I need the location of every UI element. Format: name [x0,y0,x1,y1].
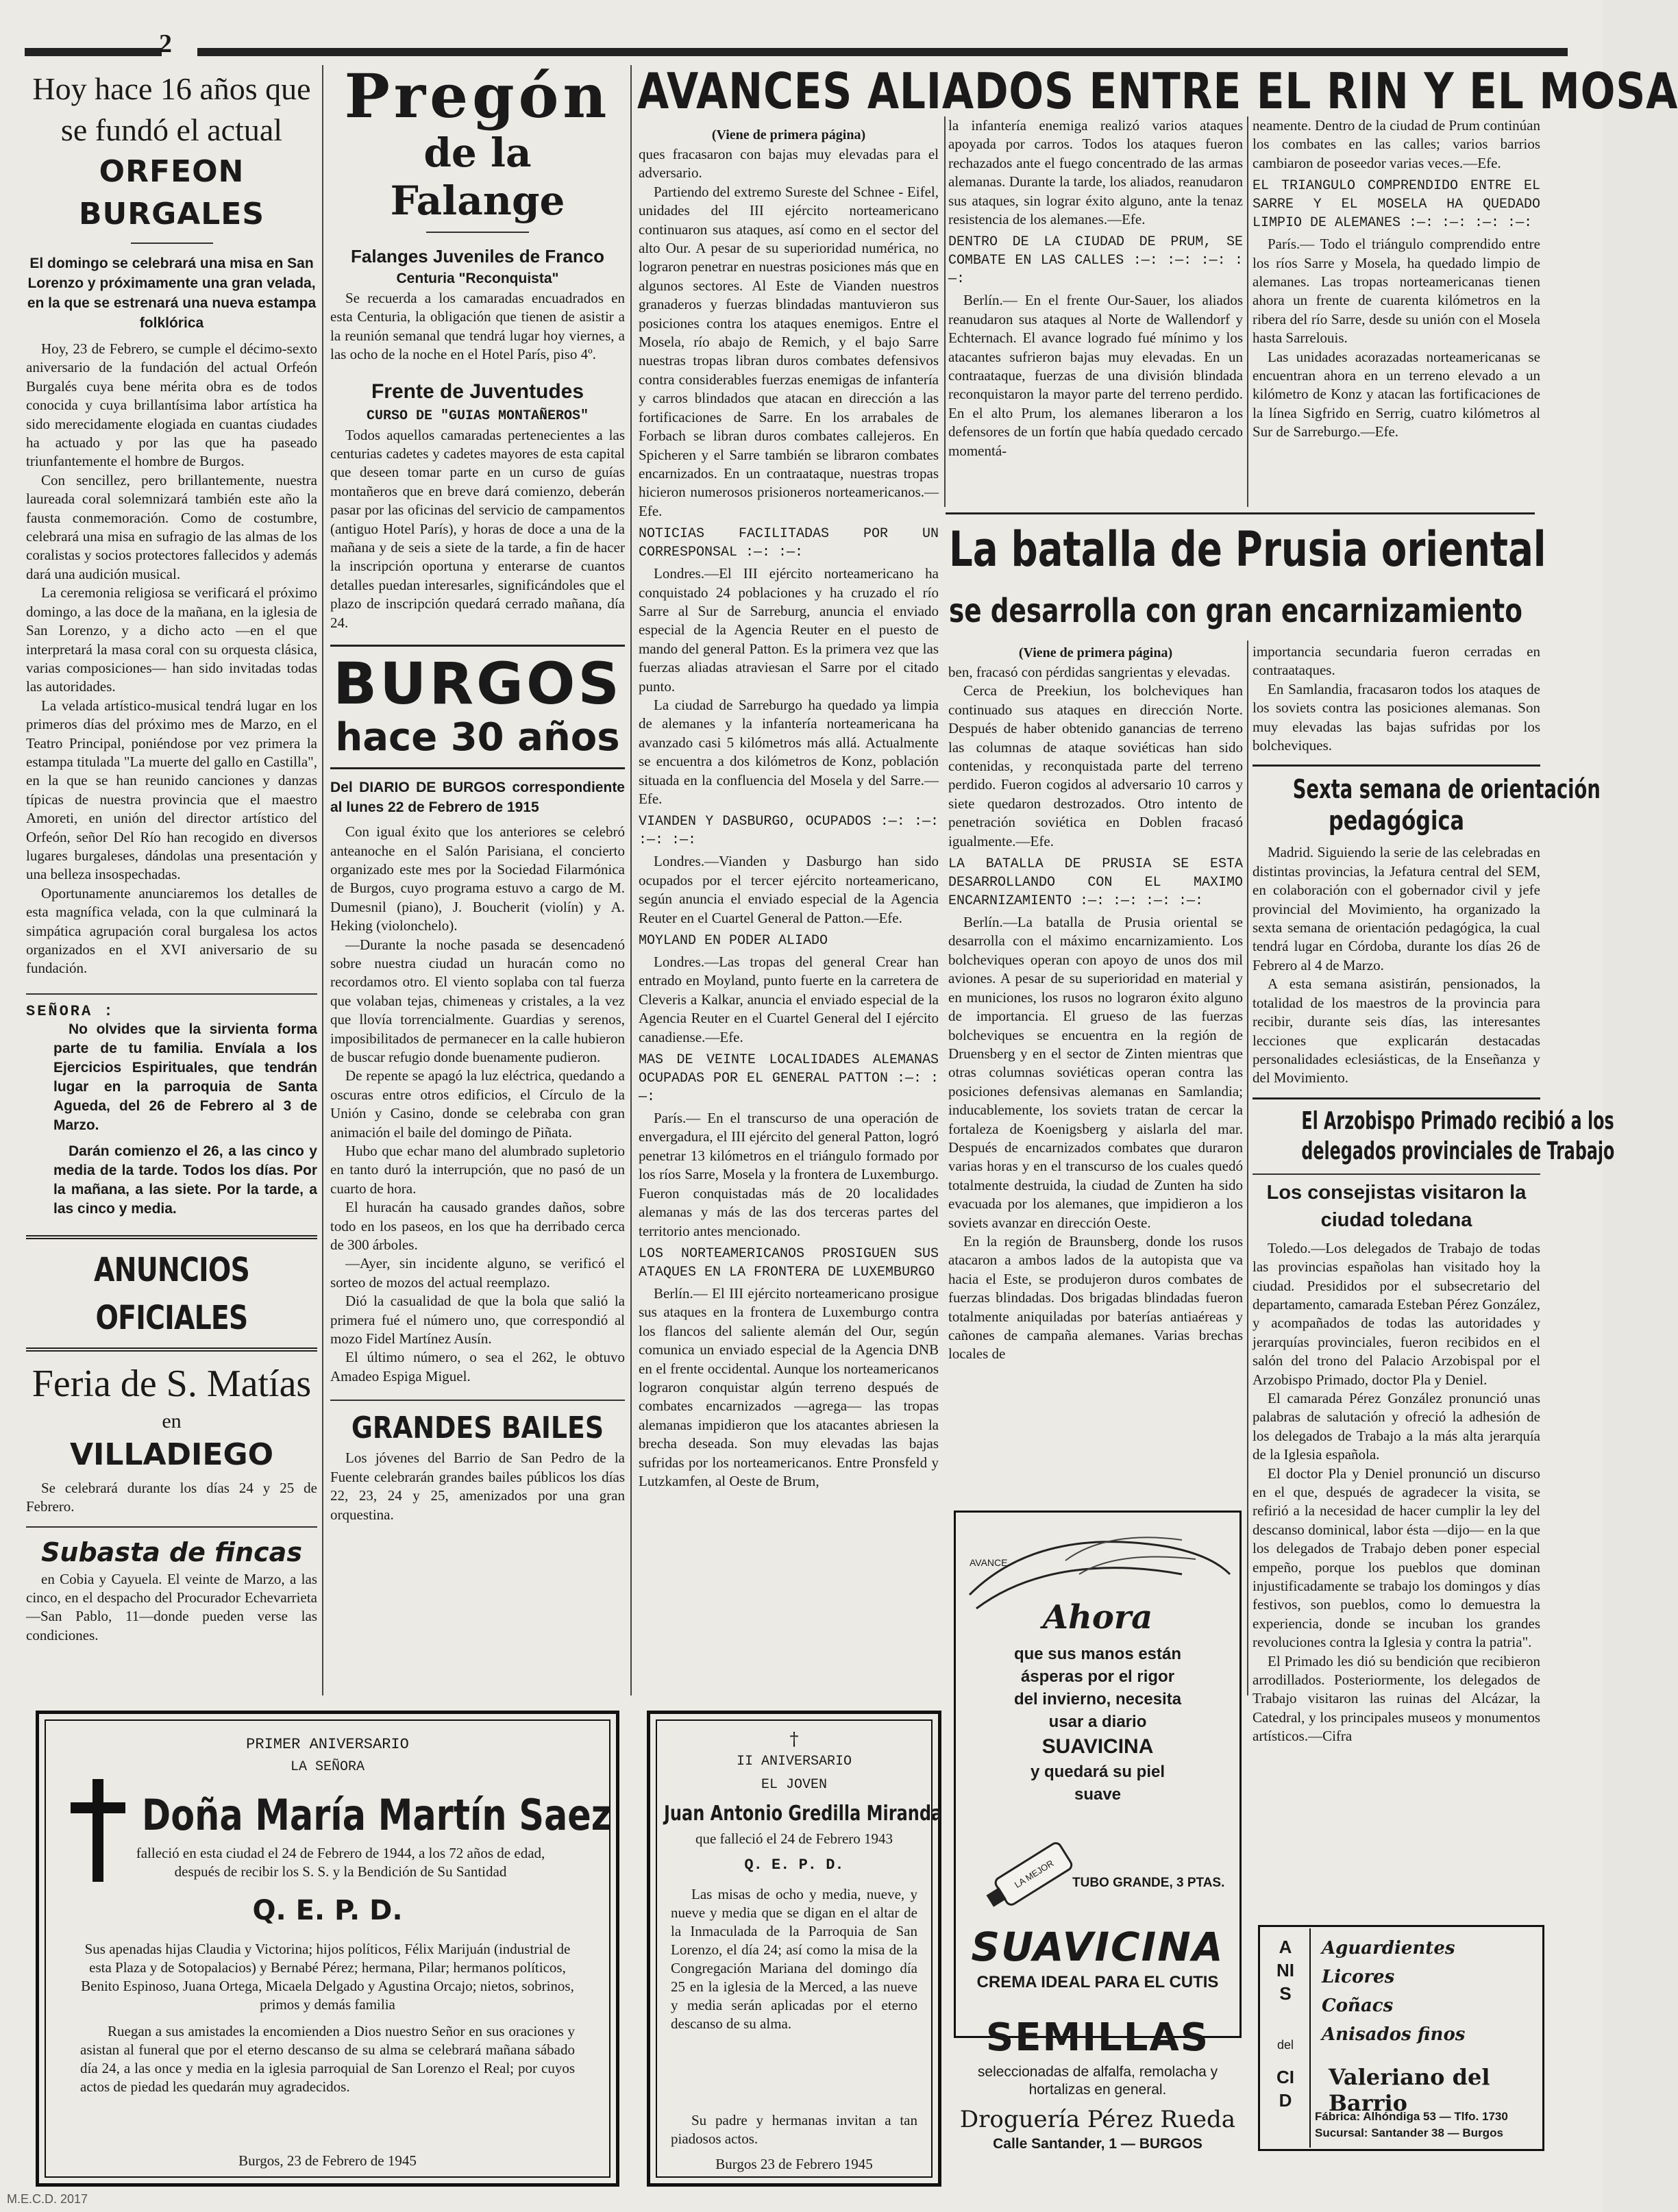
tube-price: TUBO GRANDE, 3 PTAS. [1072,1876,1225,1890]
top-rule-left [25,48,162,56]
subheading: MOYLAND EN PODER ALIADO [639,933,828,949]
paragraph: importancia secundaria fueron cerradas en contraataques. [1253,643,1540,679]
obituary-juan [647,1711,941,2187]
obituary-anniversary: PRIMER ANIVERSARIO [246,1736,409,1753]
orfeon-headline-line1: Hoy hace 16 años que [32,71,311,106]
feria-place: VILLADIEGO [69,1437,274,1472]
divider [946,512,1535,514]
anis-item: Coñacs [1322,1996,1394,2016]
paragraph: La ciudad de Sarreburgo ha quedado ya limpia de alemanes y la infantería norteamericana ha avanzado casi 5 kilómetros más allá. Actualmente se encuentra a dos kilómetros de Konz, población situada en la confluencia del Mosela y del Sarre.—Efe. [639,696,939,807]
paragraph: Madrid. Siguiendo la serie de las celebradas en distintas provincias, la Jefatura central del SEM, en colaboración con el gobernador civil y jefe provincial del Movimiento, ha organizado la sexta semana de orientación pedagógica, la cual tendrá lugar en Córdoba, durante los días 26 de Febrero al 4 de Marzo. [1253,844,1540,973]
paragraph: Se celebrará durante los días 24 y 25 de Febrero. [26,1479,317,1515]
arzobispo-subtitle-line2: ciudad toledana [1320,1208,1472,1231]
divider [26,1526,317,1528]
section-body [330,289,625,364]
paragraph: Se recuerda a los camaradas encuadrados en esta Centuria, la obligación que tienen de asistir a la reunión semanal que tendrá lugar hoy viernes, a las ocho de la noche en el Hotel París, piso 4º. [330,290,625,363]
burgos-title: BURGOS [333,650,622,718]
obituary-qepd: Q. E. P. D. [744,1856,844,1874]
sexta-title-line2: pedagógica [1328,806,1465,836]
paragraph: Darán comienzo el 26, a las cinco y media de la tarde. Todos los días. Por la mañana, a las siete. Por la tarde, a las cinco y media. [53,1143,317,1217]
copy-line: SUAVICINA [1041,1735,1154,1758]
archive-watermark: M.E.C.D. 2017 [7,2192,88,2206]
paragraph: El huracán ha causado grandes daños, sobre todo en los paseos, en los que ha derribado cerca de 300 árboles. [330,1199,625,1254]
small-cross-icon: † [789,1729,799,1750]
paragraph: Los jóvenes del Barrio de San Pedro de la Fuente celebrarán grandes bailes públicos los días 22, 23, 24 y 25, amenizados por una gran orquestina. [330,1450,625,1523]
paragraph: En la región de Braunsberg, donde los rusos atacaron a ambos lados de la autopista que va hacia el Este, se produjeron duros combates de fuerzas blindadas. Dos brigadas blindadas fueron totalmente aniquiladas por baterías antiaéreas y cañones de campaña alemanes. Varias brechas locales de [948,1232,1243,1363]
column-5-lower [1253,643,1615,1745]
top-rule-right [197,48,1568,56]
orfeon-lead: El domingo se celebrará una misa en San Lorenzo y próximamente una gran velada, en la que se estrenará una nueva estampa folklórica [27,256,317,331]
column-rule [322,65,323,1695]
prusia-article-end [1253,643,1540,755]
paragraph: Con igual éxito que los anteriores se celebró anteanoche en el Salón Parisiana, el concierto organizado este mes por la Sociedad Filarmónica de Burgos, cuyo programa estuvo a cargo de M. Dumesnil (piano), J. Boucherit (violín) y A. Heking (violonchelo). [330,823,625,934]
paragraph: la infantería enemiga realizó varios ataques apoyada por carros. Todos los ataques fueron rechazados ante el fuego concentrado de las armas alemanas. Durante la tarde, los aliados, reanudaron sus ataques, sin lograr éxito alguno, ante la tenaz resistencia de los alemanes.—Efe. [948,117,1243,228]
paragraph: A esta semana asistirán, pensionados, la totalidad de los maestros de la provincia para recibir, durante seis días, las interesantes lecciones que explicarán destacadas personalidades eclesiásticas, de la Enseñanza y del Movimiento. [1253,975,1540,1086]
paragraph: El camarada Pérez González pronunció unas palabras de salutación y ofreció la adhesión de los delegados de Trabajo a la más alta jerarquía de la Iglesia española. [1253,1389,1540,1463]
paragraph: Toledo.—Los delegados de Trabajo de todas las provincias españolas han visitado hoy la ciudad. Presididos por el subsecretario del departamento, camarada Esteban Pérez González, y acompañados de todas las autoridades y jerarquías provinciales, fueron recibidos en el salón del trono del Palacio Arzobispal por el Arzobispo Primado, doctor Pla y Deniel. [1253,1239,1540,1388]
rin-article-part2 [948,116,1243,460]
feria-title: Feria de S. Matías [32,1362,312,1405]
suavicina-copy [956,1643,1239,1806]
subheading: LA BATALLA DE PRUSIA SE ESTA DESARROLLANDO CON EL MAXIMO ENCARNIZAMIENTO :—: :—: :—: :—: [948,856,1243,910]
pregon-title: Pregón [344,60,611,132]
paragraph: ben, fracasó con pérdidas sangrientas y elevadas. [948,664,1231,680]
burgos-subtitle: hace 30 años [335,715,620,760]
obituary-name: Doña María Martín Saez [142,1790,612,1840]
column-3 [639,125,939,1693]
copy-line: ásperas por el rigor [1020,1667,1175,1686]
paragraph: Las unidades acorazadas norteamericanas se encuentran ahora en un terreno elevado a un kilómetro de Konz y atacan las fortificaciones de la línea Sigfrido en Serrig, cuatro kilómetros al Sur de Sarreburgo.—Efe. [1253,348,1540,440]
arzobispo-article [1253,1239,1540,1746]
bailes-body [330,1449,625,1524]
obituary-joven: EL JOVEN [761,1777,827,1793]
prusia-article [948,663,1243,1364]
orfeon-headline-line3: ORFEON BURGALES [78,154,265,232]
copy-line: suave [1074,1785,1122,1804]
senora-title: SEÑORA : [26,1002,115,1020]
subheading: MAS DE VEINTE LOCALIDADES ALEMANAS OCUPADAS POR EL GENERAL PATTON :—: :—: [639,1052,939,1106]
section-title: Falanges Juveniles de Franco [351,246,604,266]
divider [131,243,213,244]
sexta-article [1253,843,1540,1087]
obituary-senora: LA SEÑORA [290,1759,365,1775]
obituary-date: Burgos, 23 de Febrero de 1945 [238,2152,417,2169]
arzobispo-title: El Arzobispo Primado recibió a los [1301,1106,1614,1135]
paragraph: El último número, o sea el 262, le obtuvo Amadeo Espiga Miguel. [330,1349,625,1384]
paragraph: En Samlandia, fracasaron todos los ataques de los soviets contra las posiciones alemanas. Son muy elevadas las bajas sufridas por los bolcheviques. [1253,680,1540,754]
obituary-request: Ruegan a sus amistades la encomienden a Dios nuestro Señor en sus oraciones y asistan al funeral que por el eterno descanso de su alma se celebrará mañana sábado día 24, a las once y media en la iglesia parroquial de San Lorenzo el Real; por cuyos actos de piedad les quedarán muy agradecidos. [80,2023,575,2095]
anis-ad [1258,1925,1544,2151]
arzobispo-subtitle: Los consejistas visitaron la [1266,1181,1527,1204]
suavicina-ad [954,1511,1242,2038]
anis-item: Aguardientes [1322,1938,1455,1959]
rin-article-part1 [639,145,939,1491]
divider [26,993,317,995]
section-title: Frente de Juventudes [371,380,584,403]
anis-side [1261,1928,1311,2148]
ahora-title: Ahora [1042,1598,1153,1637]
anis-item: Anisados finos [1322,2024,1466,2045]
obituary-anniversary: II ANIVERSARIO [736,1754,852,1769]
semillas-title: SEMILLAS [985,2015,1210,2060]
suavicina-brand: SUAVICINA [971,1924,1224,1970]
divider [1253,1097,1540,1099]
anis-side-top: ANIS [1276,1937,1294,2004]
subheading: EL TRIANGULO COMPRENDIDO ENTRE EL SARRE Y EL MOSELA HA QUEDADO LIMPIO DE ALEMANES :—: :—: :—: :—: [1253,178,1540,232]
cross-icon [71,1779,125,1882]
page-number: 2 [159,29,172,58]
divider [26,1235,317,1239]
paragraph: Dió la casualidad de que la bola que salió la primera fué el número uno, que correspondió al mozo Fidel Martínez Ausín. [330,1293,625,1347]
prusia-title: La batalla de Prusia oriental [949,521,1546,577]
anis-sucursal: Sucursal: Santander 38 — Burgos [1315,2126,1503,2139]
divider [330,645,625,647]
obituary-name: Juan Antonio Gredilla Miranda [664,1802,943,1826]
paragraph: Con sencillez, pero brillantemente, nuestra laureada coral solemnizará también este año la fausta conmemoración. Como de costumbre, celebrará una misa en sufragio de las almas de los coralistas y socios protectores fallecidos y además dará una audición musical. [26,471,317,582]
paragraph: ques fracasaron con bajas muy elevadas para el adversario. [639,146,939,182]
obituary-maria [36,1711,619,2187]
obituary-details: falleció en esta ciudad el 24 de Febrero de 1944, a los 72 años de edad, después de recibir los S. S. y la Bendición de Su Santidad [136,1845,545,1880]
subasta-body [26,1570,317,1645]
rin-article-part3 [1253,116,1540,442]
column-1 [26,69,317,1692]
divider [426,232,529,233]
semillas-body: seleccionadas de alfalfa, remolacha y hortalizas en general. [977,2064,1218,2098]
divider [330,1400,625,1401]
paragraph: Hubo que echar mano del alumbrado supletorio en tanto duró la interrupción, que no pasó de un cuarto de hora. [330,1143,625,1197]
paragraph: Londres.—El III ejército norteamericano ha conquistado 24 poblaciones y ha cruzado el río Sarre al Sur de Sarreburg, anuncia el enviado especial de la Agencia Reuter en el puesto de mando del general Patton. Es la primera vez que las fuerzas aliadas atraviesan el Sarre por el citado punto. [639,565,939,695]
prusia-subtitle: se desarrolla con gran encarnizamiento [949,592,1522,630]
column-5 [1253,116,1540,504]
bailes-title: GRANDES BAILES [351,1411,604,1446]
paragraph: Berlín.— El III ejército norteamericano prosigue sus ataques en la frontera de Luxemburgo contra los flancos del saliente alemán del Our, según comunica un enviado especial de la Agencia DNB en el frente occidental. Aunque los norteamericanos lograron conquistar algún terreno después de combates encarnizados —agrega— las tropas alemanas impidieron que los atacantes abriesen la brecha deseada. Son muy elevadas las bajas sufridas por los norteamericanos. Entre Pronsfeld y Lutzkamfen, al Oeste de Brum, [639,1284,939,1489]
copy-line: que sus manos están [1013,1645,1182,1663]
paragraph: Hoy, 23 de Febrero, se cumple el décimo-sexto aniversario de la fundación del actual Orfeón Burgalés cuya bene mérita obra es de todos conocida y cuya brillantísima labor artística ha sido merecidamente elogiada en cuantas ciudades ha actuado y por las que ha paseado triunfantemente el hombre de Burgos. [26,340,317,470]
section-body [330,426,625,632]
divider [1253,1173,1540,1175]
paragraph: Londres.—Vianden y Dasburgo han sido ocupados por el tercer ejército norteamericano, según anuncia el enviado especial de la Agencia Reuter en el Cuartel General de Patton.—Efe. [639,853,939,926]
obituary-details: que falleció el 24 de Febrero 1943 [695,1830,893,1847]
anis-side-bottom: CID [1276,2067,1294,2111]
semillas-address: Calle Santander, 1 — BURGOS [993,2136,1202,2152]
anis-addresses [1315,2109,1508,2141]
divider [1253,765,1540,767]
paragraph: París.— Todo el triángulo comprendido entre los ríos Sarre y Mosela, ha quedado limpio de alemanes. Las tropas norteamericanas tienen ahora un frente de cuarenta kilómetros en la ribera del río Sarre, desde su unión con el Mosela hasta Sarrelouis. [1253,236,1540,347]
feria-en: en [162,1409,182,1432]
sexta-title: Sexta semana de orientación [1292,774,1601,805]
paragraph: Londres.—Las tropas del general Crear han entrado en Moyland, punto fuerte en la carretera de Cleveris a Kalkar, anuncia el enviado especial de la Agencia Reuter en el Cuartel General del I ejército canadiense.—Efe. [639,954,939,1045]
paragraph: Oportunamente anunciaremos los detalles de esta magnífica velada, con la que culminará la simpática agrupación coral burgalesa los actos organizados en el XVI aniversario de su fundación. [26,884,317,977]
prusia-column-a [948,643,1243,1502]
paragraph: Todos aquellos camaradas pertenecientes a las centurias cadetes y cadetes mayores de esta capital que deseen tomar parte en un curso de guías montañeros que en breve dará comienzo, deberán pasar por las oficinas del servicio de campamentos (antiguo Hotel París), y horas de doce a una de la mañana y de seis a siete de la tarde, a fin de hacer la inscripción oportuna y enterarse de cuantos detalles puedan interesarles, significándoles que el plazo de inscripción quedará cerrado mañana, día 24. [330,426,625,631]
paragraph: No olvides que la sirvienta forma parte de tu familia. Envíala a los Ejercicios Espirituales, que tendrán lugar en la parroquia de Santa Agueda, del 26 de Febrero al 3 de Marzo. [53,1021,317,1133]
paragraph: El doctor Pla y Deniel pronunció un discurso en el que, después de agradecer la visita, se refirió a la necesidad de hacer cumplir la ley del descanso dominical, labor ésta —dijo— en la que los delegados de Trabajo deben poner especial empeño, porque los pueblos que dominan injustificadamente se trabajo los domingos y días festivos, son pueblos, como lo demuestra la experiencia, donde se incuban los grandes revoluciones contra la Iglesia y contra la patria". [1253,1465,1540,1651]
anis-side-mid: del [1276,2038,1294,2052]
subasta-title: Subasta de fincas [41,1537,302,1567]
semillas-shop: Droguería Pérez Rueda [959,2106,1236,2133]
paragraph: Cerca de Preekiun, los bolcheviques han continuado sus ataques en dirección Norte. Después de haber obtenido ganancias de terreno las columnas de ataque soviéticas han sido contenidas, y reconquistada parte del terreno perdido. Fueron cogidos al adversario 10 carros y siete quedaron destrozados. Otro intento de penetración soviética en Doblen fracasó igualmente.—Efe. [948,682,1243,849]
arzobispo-title-line2: delegados provinciales de Trabajo [1301,1136,1615,1165]
paragraph: París.— En el transcurso de una operación de envergadura, el III ejército del general Patton, logró penetrar 13 kilómetros en el triángulo formado por los ríos Sarre, Mosela y la frontera de Luxemburgo. Fueron conquistadas más de 20 localidades alemanas y más de las dos terceras partes del territorio antes mencionado. [639,1110,939,1239]
obituary-qepd: Q. E. P. D. [252,1895,403,1926]
subheading: LOS NORTEAMERICANOS PROSIGUEN SUS ATAQUES EN LA FRONTERA DE LUXEMBURGO [639,1245,939,1280]
obituary-family: Su padre y hermanas invitan a tan piadosos actos. [671,2112,917,2147]
avance-label: AVANCE [970,1557,1008,1568]
subheading: VIANDEN Y DASBURGO, OCUPADOS :—: :—: :—: :—: [639,814,939,849]
paragraph: El Primado les dió su bendición que recibieron arrodillados. Posteriormente, los delegados de Trabajo visitaron las ruinas del Alcázar, la Catedral, y los principales museos y monumentos artísticos.—Cifra [1253,1652,1540,1745]
copy-line: usar a diario [1048,1713,1147,1731]
column-rule [944,116,946,507]
divider [330,767,625,769]
anis-items [1322,1934,1465,2049]
continued-note: (Viene de primera página) [1018,645,1173,660]
suavicina-tagline: CREMA IDEAL PARA EL CUTIS [976,1973,1219,1991]
paragraph: Berlín.— En el frente Our-Sauer, los aliados reanudaron sus ataques al Norte de Wallendorf y Echternach. El avance logrado fué mínimo y los atacantes sufrieron bajas muy elevadas. En un contraataque, fuerzas de una división blindada reconquistaron la mayor parte del terreno perdido. En el alto Prum, los alemanes liberaron a los defensores de un fortín que había quedado cercado momentá- [948,292,1243,459]
paragraph: De repente se apagó la luz eléctrica, quedando a oscuras entre otros edificios, el Círculo de la Unión y Casino, donde se celebraba con gran animación el baile del domingo de Piñata. [330,1067,625,1141]
continued-note: (Viene de primera página) [711,127,866,142]
paragraph: —Ayer, sin incidente alguno, se verificó el sorteo de mozos del actual reemplazo. [330,1255,625,1291]
anis-fabrica: Fábrica: Alhóndiga 53 — Tlfo. 1730 [1315,2110,1508,2123]
column-4 [948,116,1243,504]
subheading: DENTRO DE LA CIUDAD DE PRUM, SE COMBATE EN LAS CALLES :—: :—: :—: :—: [948,234,1243,288]
paragraph: La ceremonia religiosa se verificará el próximo domingo, a las doce de la mañana, en la iglesia de San Lorenzo, y a dicho acto —en el que interpretará la masa coral con su orquesta clásica, varias composiciones— han sido invitadas todas las autoridades. [26,584,317,695]
copy-line: del invierno, necesita [1013,1690,1182,1708]
paragraph: Berlín.—La batalla de Prusia oriental se desarrolla con el máximo encarnizamiento. Los bolcheviques operan con apoyo de unos dos mil aviones. A pesar de su superioridad en material y en municiones, los rusos no lograron éxito alguno de importancia. El grueso de las fuerzas bolcheviques se encuentra en la región de Druensberg y en el sector de Zinten mientras que otras columnas soviéticas operan contra las posiciones defensivas alemanas en Samlandia; inducablemente, los soviets tratan de cercar la fortaleza de Koenigsberg y aislarla del mar. Después de encarnizados combates que duraron varias horas y en el transcurso de los cuales quedó totalmente destruida, la ciudad de Zunten ha sido evacuada por los alemanes, que impidieron a los soviets avanzar en dirección Oeste. [948,914,1243,1231]
burgos-lead: Del DIARIO DE BURGOS correspondiente al lunes 22 de Febrero de 1915 [330,780,625,816]
obituary-masses: Las misas de ocho y media, nueve, y nueve y media que se digan en el altar de la Inmaculada de la Parroquia de San Lorenzo, el día 24; así como la misa de la Congregación Mariana del domingo día 25 en la iglesia de la Merced, a las nueve y media serán aplicadas por el eterno descanso de su alma. [671,1886,917,2032]
burgos-article [330,823,625,1386]
paragraph: en Cobia y Cayuela. El veinte de Marzo, a las cinco, en el despacho del Procurador Echevarrieta—San Pablo, 11—donde pueden verse las condiciones. [26,1570,317,1643]
feria-body [26,1479,317,1517]
copy-line: y quedará su piel [1030,1763,1165,1781]
column-rule [630,65,632,1695]
obituary-family: Sus apenadas hijas Claudia y Victorina; hijos políticos, Félix Marijuán (industrial de esta Plaza y de Sotopalacios) y Bernabé Pérez; hermana, Pilar; hermanos políticos, Benito Espinoso, Juana Ortega, Micaela Delgado y Agustina Orcajo; nietos, sobrinos, primos y demás familia [81,1941,574,2013]
senora-notice [26,1020,317,1219]
subheading: NOTICIAS FACILITADAS POR UN CORRESPONSAL :—: :—: [639,526,939,561]
main-headline: AVANCES ALIADOS ENTRE EL RIN Y EL MOSA [637,62,1678,120]
anuncios-heading: ANUNCIOS OFICIALES [93,1250,250,1337]
anis-item: Licores [1322,1967,1395,1987]
orfeon-headline-line2: se fundó el actual [60,112,283,147]
orfeon-article [26,340,317,978]
paragraph: neamente. Dentro de la ciudad de Prum continúan los combates en las calles; varios barrios cambiaron de poseedor varias veces.—Efe. [1253,117,1540,171]
column-2 [330,60,625,1693]
column-rule [1247,116,1248,507]
paragraph: —Durante la noche pasada se desencadenó sobre nuestra ciudad un huracán como no recordamos otro. El viento soplaba con tal fuerza que volaban tejas, chimeneas y cristales, a la vez que llovía torrencialmente. Guardias y serenos, imposibilitados de permanecer en la calle hubieron de buscar refugio donde buenamente pudieron. [330,936,625,1065]
tube-label: LA MEJOR [1012,1858,1056,1890]
section-subtitle: CURSO DE "GUIAS MONTAÑEROS" [366,408,589,424]
obituary-date: Burgos 23 de Febrero 1945 [715,2156,873,2172]
section-subtitle: Centuria "Reconquista" [396,271,559,286]
anis-maker: Valeriano del Barrio [1329,2064,1490,2116]
paragraph: La velada artístico-musical tendrá lugar en los primeros días del próximo mes de Marzo, en el Teatro Principal, poniéndose por vez primera la estampa titulada "La muerte del gallo en Castilla", en la que se han reunido canciones y danzas típicas de nuestra provincia que el maestro Amoreti, en unión del director artístico del Orfeón, señor Del Río han recogido en diversos lugares burgaleses, dándolas una presentación y una belleza insospechadas. [26,697,317,883]
divider [26,1347,317,1352]
pregon-subtitle: de la Falange [390,129,565,224]
paragraph: Partiendo del extremo Sureste del Schnee - Eifel, unidades del III ejército norteamericano continuaron sus ataques, así como en el sector del alto Our. A pesar de su superioridad numérica, no lograron penetrar en nuestras posiciones más que en algunos sectores. Al Este de Vianden nuestros granaderos y fuerzas blindadas mantuvieron sus posiciones contra los ataques enemigos. Entre el Mosela, río abajo de Remich, y el bajo Sarre nuestras tropas libran duros combates defensivos contra considerables fuerzas enemigas de infantería y carros blindados que atacan en dirección a las fortificaciones de Sarre. En los arrabales de Forbach se libran duros combates callejeros. En Spicheren y el Sarre también se libraron combates encarnizados. En un contraataque, nuestras tropas hicieron numerosos prisioneros norteamericanos.—Efe. [639,183,939,519]
column-rule [1247,641,1248,1695]
